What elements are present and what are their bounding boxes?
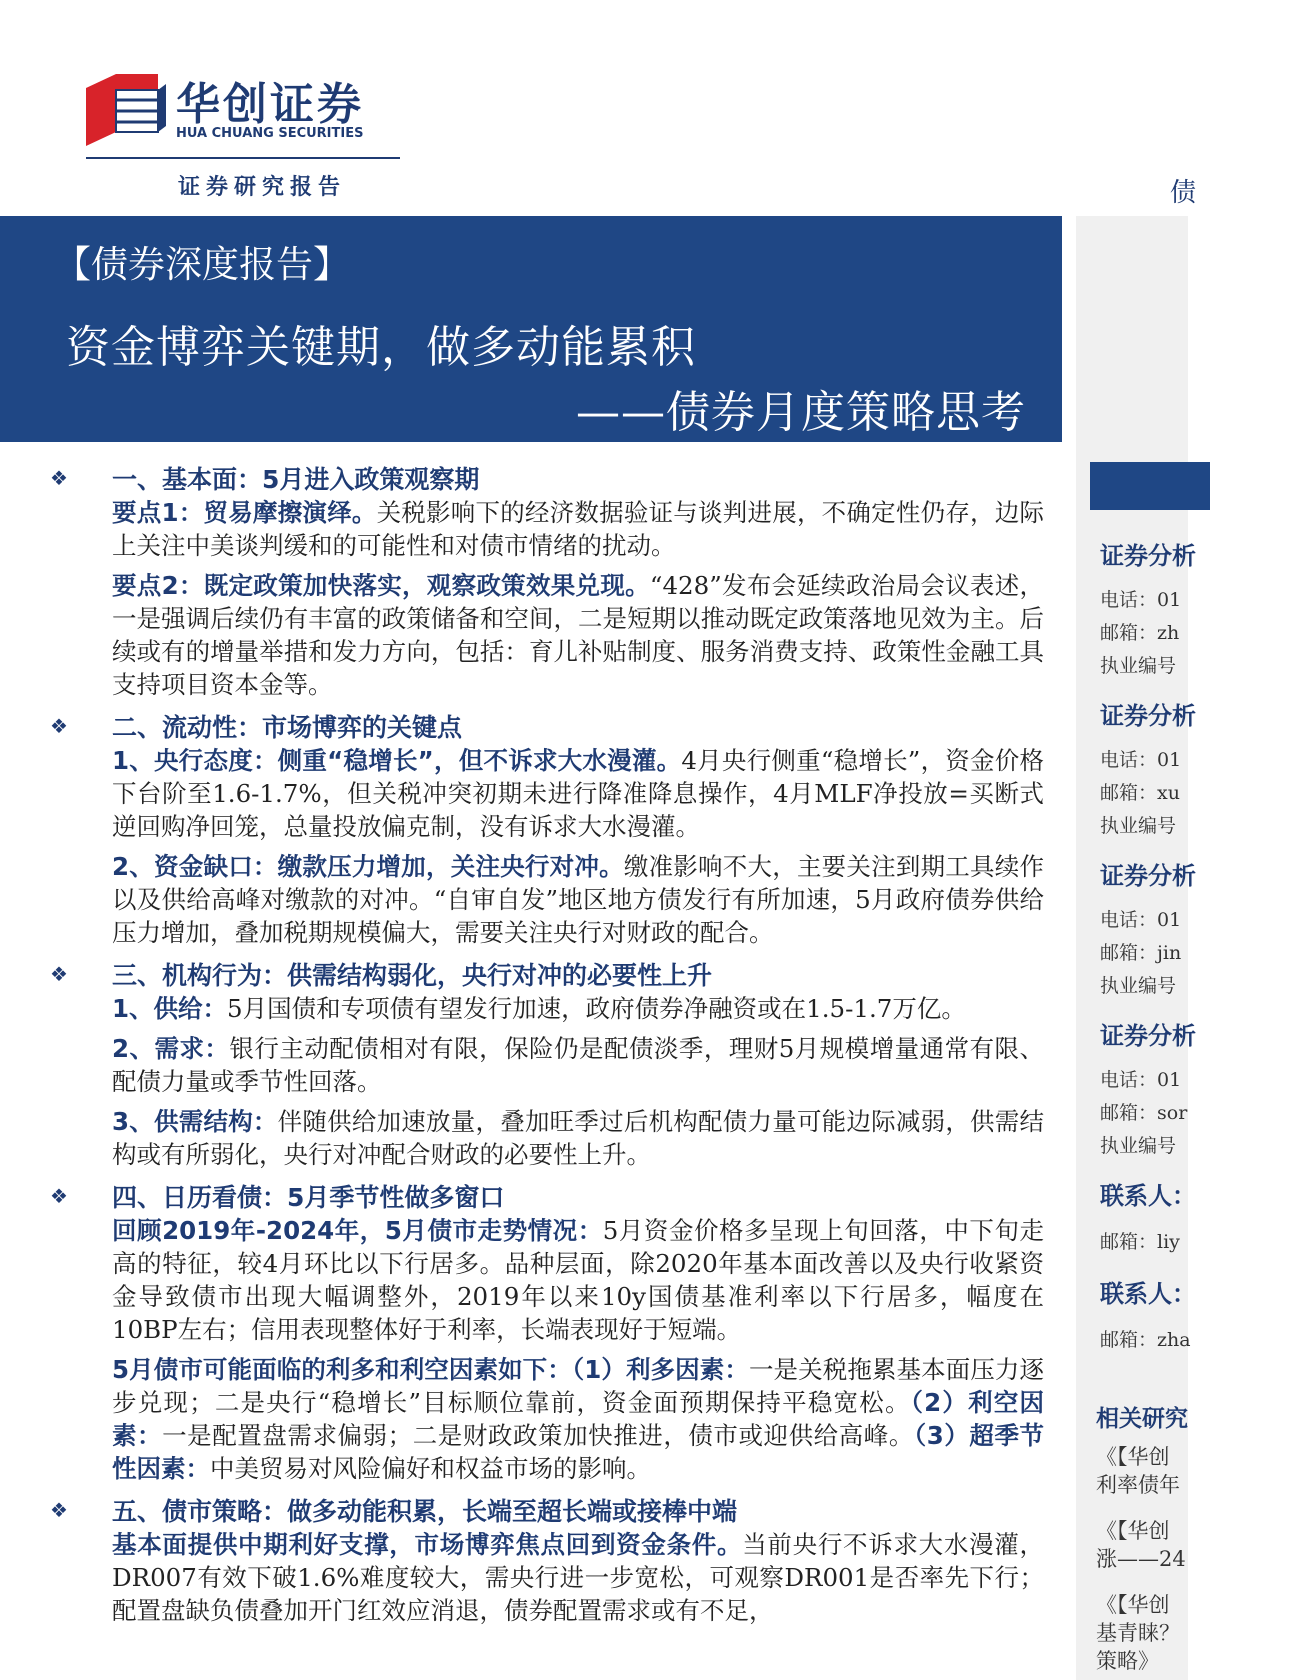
paragraph-lead: 1、央行态度：侧重“稳增长”，但不诉求大水漫灌。 [112, 746, 682, 775]
paragraph-keyword: （2）利空因素： [112, 1388, 1044, 1450]
paragraph-lead: 要点2：既定政策加快落实，观察政策效果兑现。 [112, 571, 650, 600]
analyst-title: 证券分析 [1100, 702, 1196, 730]
report-title: 资金博弈关键期，做多动能累积 [66, 322, 696, 373]
analyst-card [1100, 536, 1300, 678]
analyst-email: 邮箱：xu [1100, 782, 1180, 804]
related-item-line: 《【华创 [1096, 1445, 1170, 1469]
paragraph-text: 一是配置盘需求偏弱；二是财政政策加快推进，债市或迎供给高峰。 [162, 1421, 914, 1450]
analyst-cert: 执业编号 [1100, 975, 1177, 997]
company-logo [86, 70, 406, 160]
logo-english-name: HUA CHUANG SECURITIES [176, 126, 364, 141]
paragraph-lead: 回顾2019年-2024年，5月债市走势情况： [112, 1216, 603, 1245]
section-title: 四、日历看债：5月季节性做多窗口 [112, 1183, 505, 1212]
contact-email: 邮箱：zha [1100, 1329, 1191, 1351]
contact-card [1100, 1274, 1300, 1352]
paragraph-lead: 3、供需结构： [112, 1107, 278, 1136]
related-research [1096, 1400, 1296, 1675]
related-research-title: 相关研究 [1096, 1406, 1188, 1432]
related-research-item[interactable] [1096, 1443, 1296, 1499]
report-subtitle: ——债券月度策略思考 [576, 387, 1026, 438]
paragraph-keyword: （3）超季节性因素： [112, 1421, 1045, 1483]
paragraph [112, 744, 1044, 843]
paragraph [112, 992, 1044, 1025]
contact-card [1100, 1176, 1300, 1254]
related-item-line: 涨——24 [1096, 1547, 1186, 1571]
diamond-bullet-icon: ❖ [50, 962, 68, 986]
paragraph-text: 当前央行不诉求大水漫灌，DR007有效下破1.6%难度较大，需央行进一步宽松，可观察DR001是否率先下行；配置盘缺负债叠加开门红效应消退，债券配置需求或有不足， [112, 1530, 1045, 1625]
report-category: 【债券深度报告】 [54, 243, 350, 286]
sidebar-header-bar [1090, 462, 1210, 510]
contact-title: 联系人： [1100, 1182, 1196, 1210]
analyst-title: 证券分析 [1100, 542, 1196, 570]
analyst-sidebar [1076, 216, 1196, 1680]
paragraph-text: “428”发布会延续政治局会议表述，一是强调后续仍有丰富的政策储备和空间，二是短期以推动既定政策落地见效为主。后续或有的增量举措和发力方向，包括：育儿补贴制度、服务消费支持、政策性金融工具支持项目资本金等。 [112, 571, 1045, 699]
section-heading [50, 1178, 1044, 1214]
diamond-bullet-icon: ❖ [50, 466, 68, 490]
section-title: 五、债市策略：做多动能积累，长端至超长端或接棒中端 [112, 1497, 738, 1526]
related-item-line: 利率债年 [1096, 1473, 1180, 1497]
section-title: 三、机构行为：供需结构弱化，央行对冲的必要性上升 [112, 961, 713, 990]
section-title: 一、基本面：5月进入政策观察期 [112, 465, 480, 494]
related-research-item[interactable] [1096, 1517, 1296, 1573]
analyst-cert: 执业编号 [1100, 1135, 1177, 1157]
paragraph [112, 1214, 1044, 1346]
report-body [50, 456, 1044, 1634]
section-heading [50, 956, 1044, 992]
contact-email: 邮箱：liy [1100, 1231, 1180, 1253]
analyst-email: 邮箱：jin [1100, 942, 1182, 964]
paragraph-text: 5月资金价格多呈现上旬回落，中下旬走高的特征，较4月环比以下行居多。品种层面，除2020年基本面改善以及央行收紧资金导致债市出现大幅调整外，2019年以来10y国债基准利率以下行居多，幅度在10BP左右；信用表现整体好于利率，长端表现好于短端。 [112, 1216, 1044, 1344]
analyst-card [1100, 856, 1300, 998]
paragraph-lead: 2、资金缺口：缴款压力增加，关注央行对冲。 [112, 852, 624, 881]
section-heading [50, 460, 1044, 496]
section-heading [50, 708, 1044, 744]
paragraph-text: 一是关税拖累基本面压力逐步兑现；二是央行“稳增长”目标顺位靠前，资金面预期保持平稳宽松。 [112, 1355, 1045, 1417]
analyst-cert: 执业编号 [1100, 655, 1177, 677]
header-corner-text: 债 [1170, 178, 1197, 208]
diamond-bullet-icon: ❖ [50, 1498, 68, 1522]
paragraph [112, 569, 1044, 701]
analyst-title: 证券分析 [1100, 1022, 1196, 1050]
paragraph-text: 关税影响下的经济数据验证与谈判进展，不确定性仍存，边际上关注中美谈判缓和的可能性和对债市情绪的扰动。 [112, 498, 1044, 560]
diamond-bullet-icon: ❖ [50, 1184, 68, 1208]
related-item-line: 策略》 [1096, 1649, 1159, 1673]
paragraph-text: 缴准影响不大，主要关注到期工具续作以及供给高峰对缴款的对冲。“自审自发”地区地方债发行有所加速，5月政府债券供给压力增加，叠加税期规模偏大，需要关注央行对财政的配合。 [112, 852, 1044, 947]
section-heading [50, 1492, 1044, 1528]
analyst-card [1100, 696, 1300, 838]
analyst-phone: 电话：01 [1100, 589, 1182, 611]
analyst-phone: 电话：01 [1100, 909, 1182, 931]
paragraph-lead: 要点1：贸易摩擦演绎。 [112, 498, 377, 527]
paragraph [112, 1353, 1044, 1485]
analyst-email: 邮箱：sor [1100, 1102, 1188, 1124]
paragraph-lead: 基本面提供中期利好支撑，市场博弈焦点回到资金条件。 [112, 1530, 743, 1559]
title-banner [0, 216, 1062, 442]
paragraph-text: 中美贸易对风险偏好和权益市场的影响。 [210, 1454, 651, 1483]
related-research-item[interactable] [1096, 1591, 1296, 1675]
paragraph-lead: 5月债市可能面临的利多和利空因素如下：（1）利多因素： [112, 1355, 749, 1384]
diamond-bullet-icon: ❖ [50, 714, 68, 738]
logo-chinese-name: 华创证券 [176, 79, 364, 130]
section-title: 二、流动性：市场博弈的关键点 [112, 713, 463, 742]
related-item-line: 基青睐？ [1096, 1621, 1180, 1645]
analyst-card [1100, 1016, 1300, 1158]
paragraph-text: 伴随供给加速放量，叠加旺季过后机构配债力量可能边际减弱，供需结构或有所弱化，央行对冲配合财政的必要性上升。 [112, 1107, 1045, 1169]
paragraph-text: 银行主动配债相对有限，保险仍是配债淡季，理财5月规模增量通常有限、配债力量或季节性回落。 [112, 1034, 1045, 1096]
paragraph [112, 1528, 1044, 1627]
report-type-label: 证券研究报告 [178, 175, 347, 200]
paragraph [112, 1032, 1044, 1098]
related-item-line: 《【华创 [1096, 1593, 1170, 1617]
paragraph-text: 4月央行侧重“稳增长”，资金价格下台阶至1.6-1.7%，但关税冲突初期未进行降准降息操作，4月MLF净投放=买断式逆回购净回笼，总量投放偏克制，没有诉求大水漫灌。 [112, 746, 1044, 841]
paragraph [112, 496, 1044, 562]
paragraph-text: 5月国债和专项债有望发行加速，政府债券净融资或在1.5-1.7万亿。 [227, 994, 966, 1023]
logo-emblem-icon [86, 70, 166, 150]
related-item-line: 《【华创 [1096, 1519, 1170, 1543]
analyst-phone: 电话：01 [1100, 1069, 1182, 1091]
analyst-email: 邮箱：zh [1100, 622, 1180, 644]
analyst-cert: 执业编号 [1100, 815, 1177, 837]
analyst-title: 证券分析 [1100, 862, 1196, 890]
header-divider [86, 157, 400, 159]
paragraph [112, 1105, 1044, 1171]
contact-title: 联系人： [1100, 1280, 1196, 1308]
paragraph-lead: 1、供给： [112, 994, 228, 1023]
paragraph-lead: 2、需求： [112, 1034, 230, 1063]
paragraph [112, 850, 1044, 949]
analyst-phone: 电话：01 [1100, 749, 1182, 771]
